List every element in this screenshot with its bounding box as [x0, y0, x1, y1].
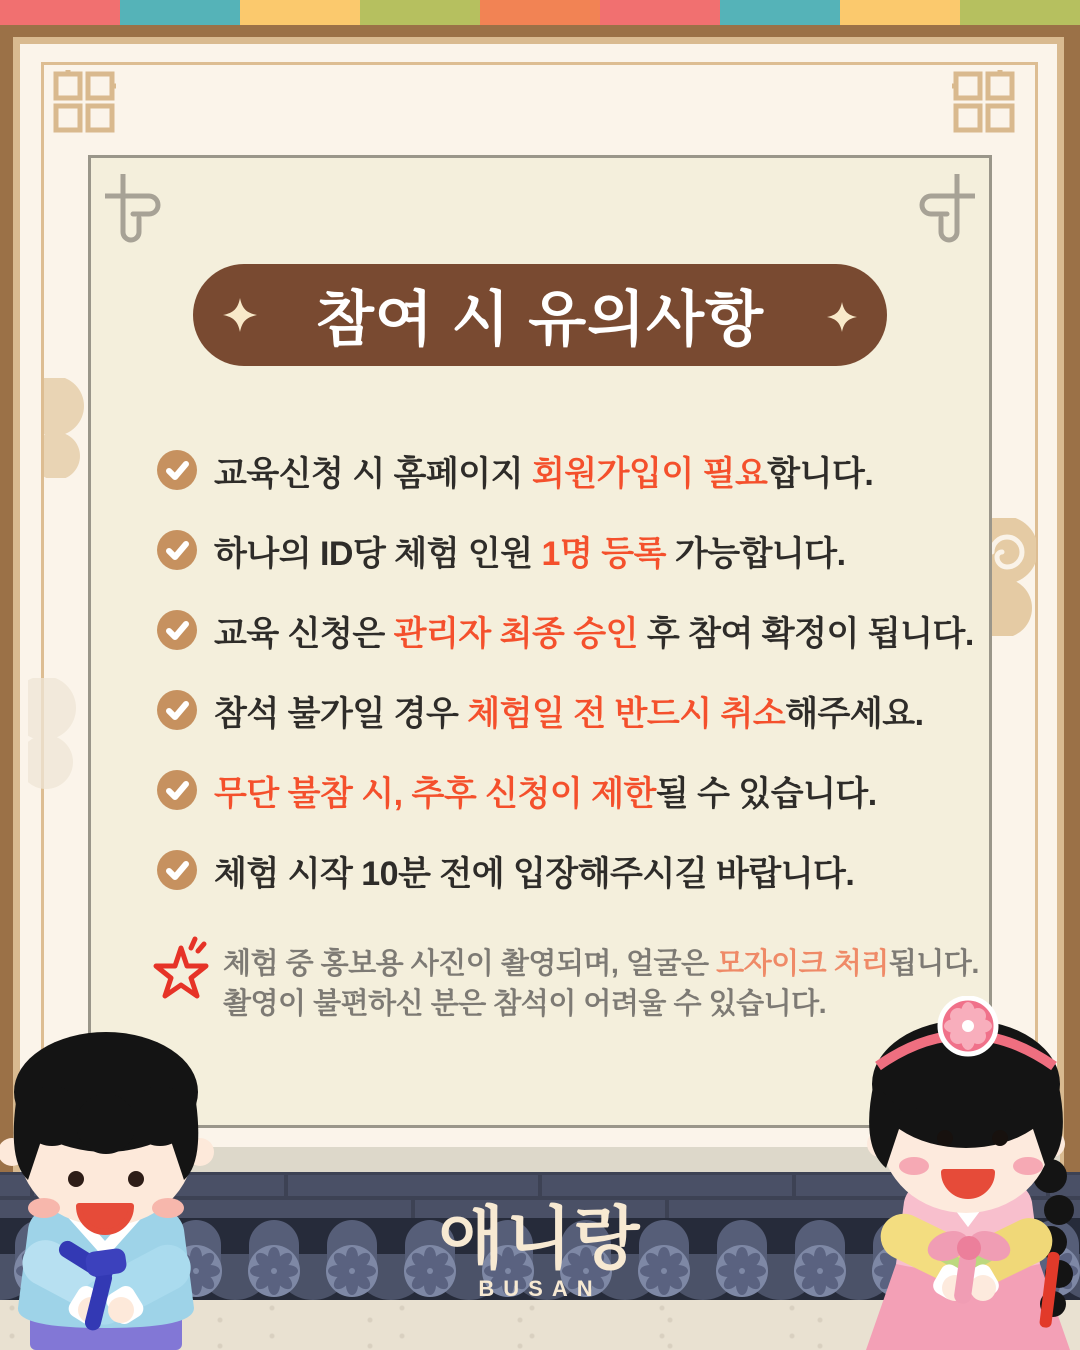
- cloud-decoration: [44, 378, 88, 478]
- brand-logo-korean: 애니랑: [438, 1201, 642, 1277]
- text-segment: 무단 불참 시, 추후 신청이 제한: [214, 774, 656, 813]
- title-banner: [193, 264, 887, 366]
- stripe-block: [120, 0, 240, 25]
- text-segment: 체험 시작 10분 전에 입장해주시길 바랍니다.: [214, 854, 855, 893]
- check-icon: [157, 450, 197, 490]
- notice-text: [214, 606, 974, 655]
- star-icon: [153, 936, 211, 1000]
- footnote-line: [223, 944, 979, 984]
- notice-text: [214, 686, 924, 735]
- text-segment: 후 참여 확정이 됩니다.: [637, 614, 974, 653]
- sparkle-icon: [827, 302, 857, 332]
- corner-ornament-icon: [52, 70, 116, 134]
- notice-panel: [88, 155, 992, 1128]
- notice-item: [157, 670, 969, 750]
- text-segment: 교육신청 시 홈페이지: [214, 454, 532, 493]
- text-segment: 가능합니다.: [665, 534, 846, 573]
- stripe-block: [840, 0, 960, 25]
- text-segment: 됩니다.: [888, 948, 979, 980]
- stripe-block: [960, 0, 1080, 25]
- text-segment: 1명 등록: [541, 534, 666, 573]
- notice-item: [157, 510, 969, 590]
- notice-item: [157, 750, 969, 830]
- sparkle-icon: [223, 298, 257, 332]
- text-segment: 체험 중 홍보용 사진이 촬영되며, 얼굴은: [223, 948, 717, 980]
- boy-hanbok-character: [0, 1012, 218, 1350]
- text-segment: 관리자 최종 승인: [393, 614, 638, 653]
- top-color-stripe: [0, 0, 1080, 25]
- cloud-decoration: [28, 678, 88, 790]
- panel-corner-ornament-icon: [105, 174, 169, 258]
- notice-item: [157, 830, 969, 910]
- cloud-decoration: [986, 518, 1036, 636]
- check-icon: [157, 850, 197, 890]
- notice-text: [214, 846, 854, 895]
- panel-corner-ornament-icon: [911, 174, 975, 258]
- stripe-block: [480, 0, 600, 25]
- check-icon: [157, 530, 197, 570]
- notice-item: [157, 590, 974, 670]
- notice-item: [157, 430, 969, 510]
- notice-text: [214, 446, 873, 495]
- stripe-block: [720, 0, 840, 25]
- stripe-block: [0, 0, 120, 25]
- brand-logo-subtitle: BUSAN: [478, 1276, 602, 1301]
- girl-hanbok-character: [852, 996, 1080, 1350]
- check-icon: [157, 690, 197, 730]
- text-segment: 촬영이 불편하신 분은 참석이 어려울 수 있습니다.: [223, 988, 827, 1020]
- text-segment: 교육 신청은: [214, 614, 394, 653]
- text-segment: 합니다.: [767, 454, 874, 493]
- text-segment: 체험일 전 반드시 취소: [467, 694, 786, 733]
- notice-text: [214, 526, 846, 575]
- stripe-block: [240, 0, 360, 25]
- corner-ornament-icon: [952, 70, 1016, 134]
- page-title: 참여 시 유의사항: [315, 286, 765, 353]
- stripe-block: [600, 0, 720, 25]
- stripe-block: [360, 0, 480, 25]
- text-segment: 회원가입이 필요: [531, 454, 768, 493]
- check-icon: [157, 770, 197, 810]
- notice-list: [157, 430, 974, 910]
- text-segment: 하나의 ID당 체험 인원: [214, 534, 542, 573]
- text-segment: 참석 불가일 경우: [214, 694, 468, 733]
- text-segment: 해주세요.: [785, 694, 924, 733]
- check-icon: [157, 610, 197, 650]
- text-segment: 될 수 있습니다.: [655, 774, 877, 813]
- text-segment: 모자이크 처리: [716, 948, 889, 980]
- notice-text: [214, 766, 877, 815]
